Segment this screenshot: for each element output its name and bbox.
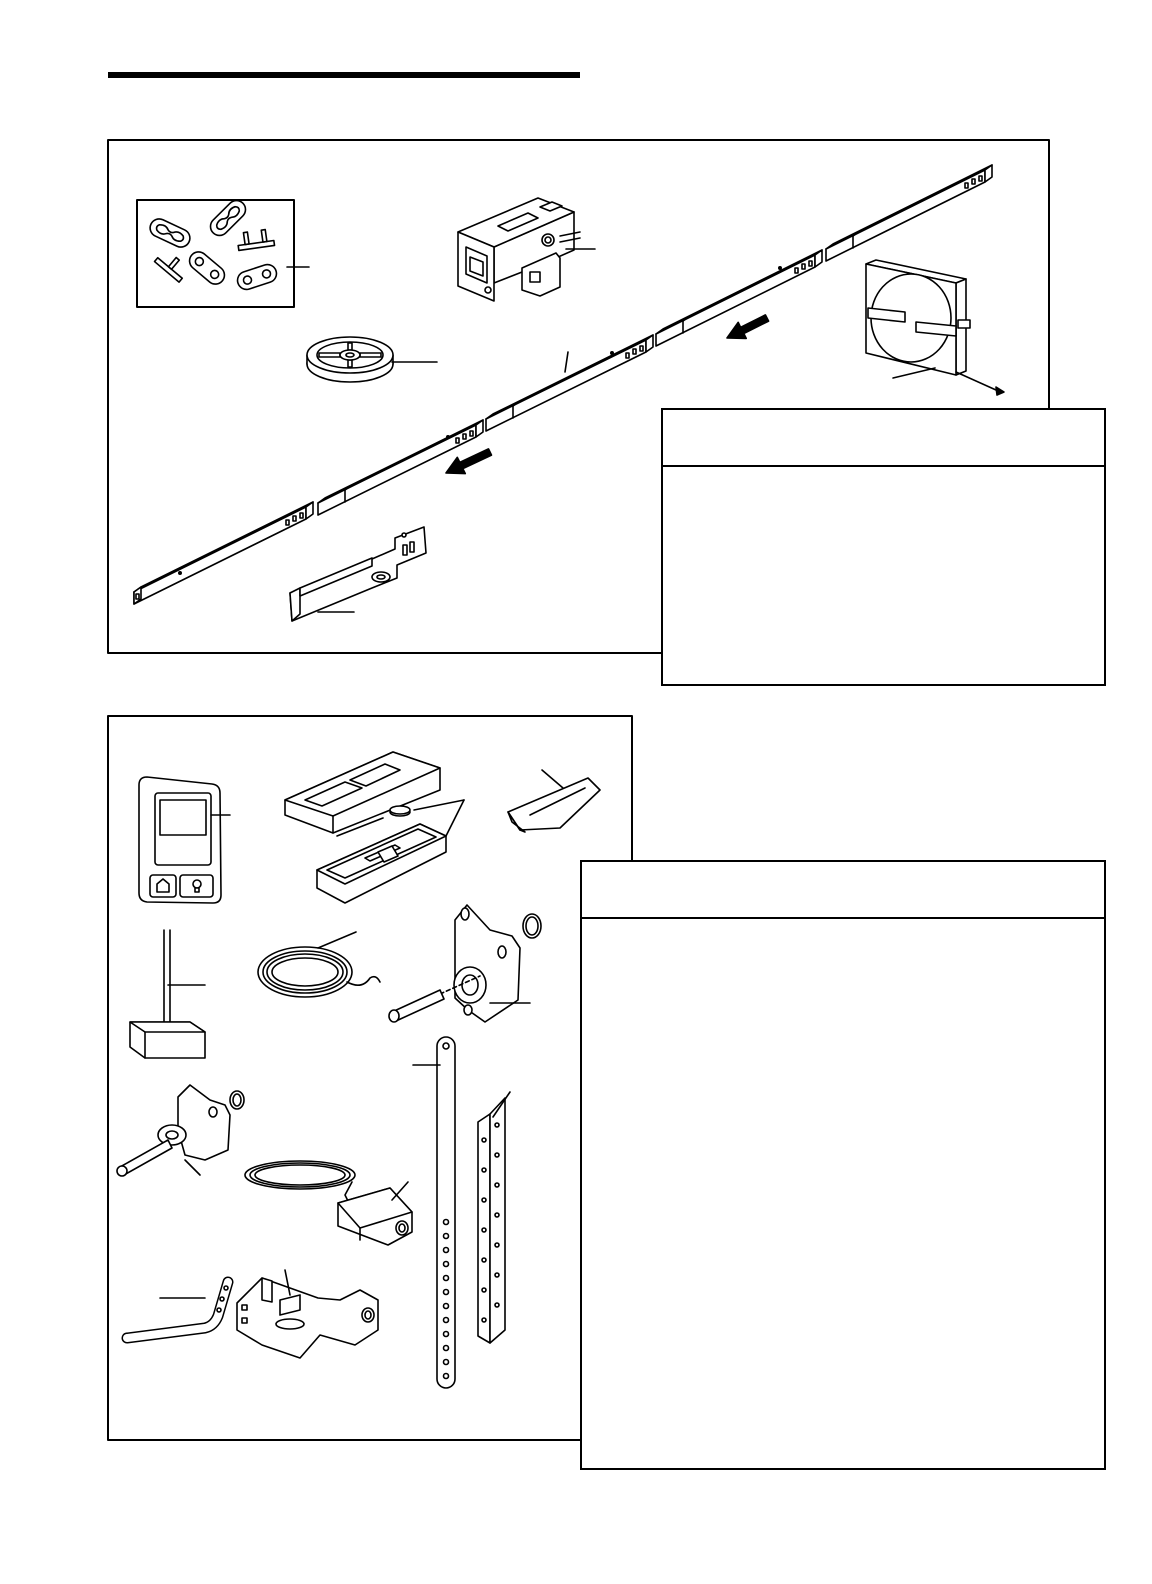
table-header (582, 862, 1104, 919)
table-body (663, 467, 1104, 487)
hardware-bag-icon (137, 197, 309, 307)
parts-table-1 (661, 408, 1106, 686)
table-header (663, 410, 1104, 467)
angle-iron-icon (478, 1092, 510, 1343)
parts-table-2 (580, 860, 1106, 1470)
door-control-icon (139, 777, 230, 903)
table-body (582, 919, 1104, 939)
